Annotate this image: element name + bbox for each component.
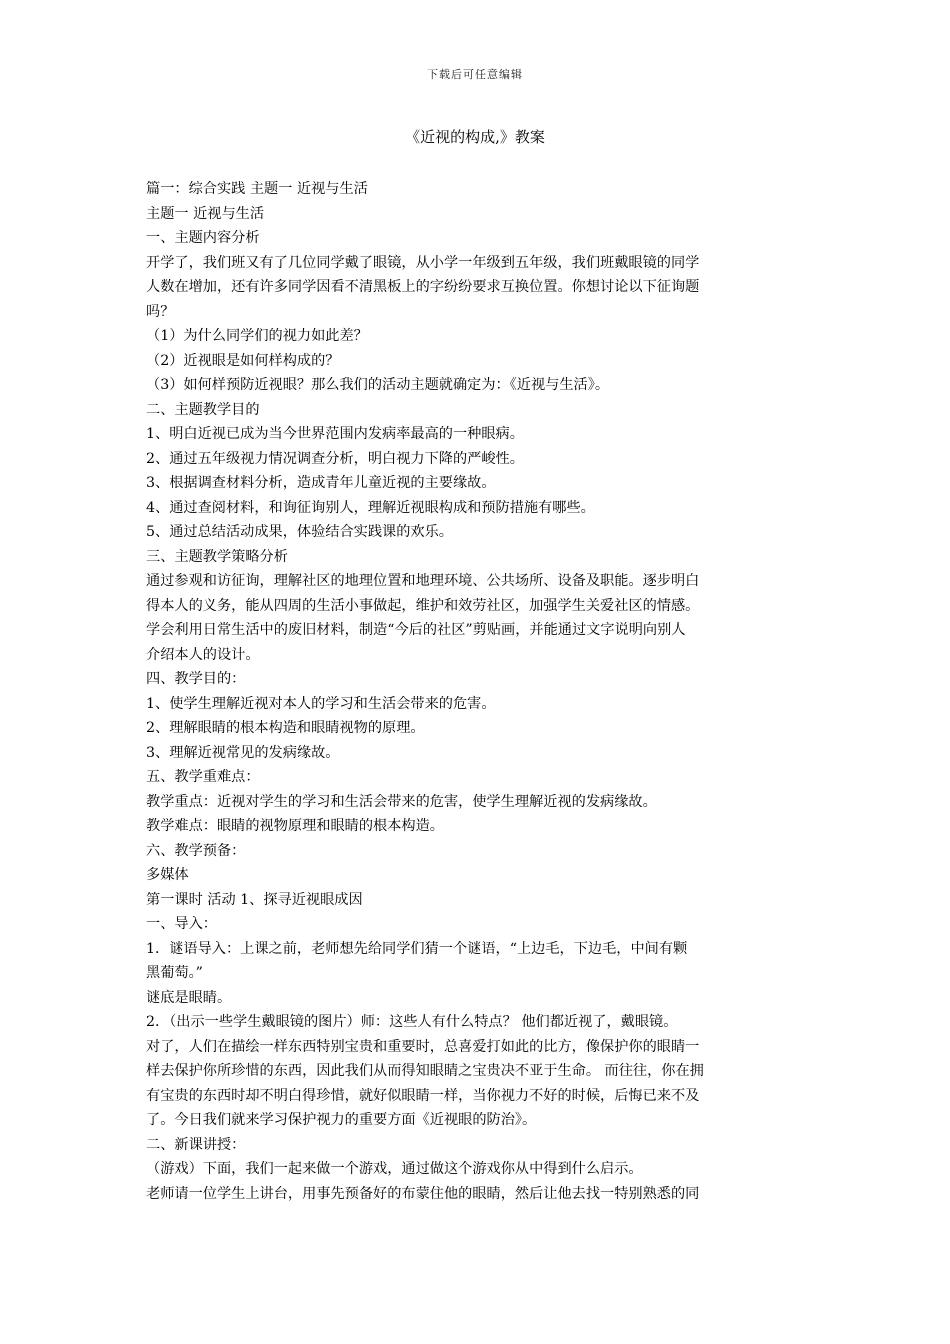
text-line: 一、导入： (146, 916, 217, 932)
text-line: 样去保护你所珍惜的东西，因此我们从而得知眼睛之宝贵决不亚于生命。 而往往，你在拥 (146, 1063, 704, 1079)
text-line: 3、根据调查材料分析，造成青年儿童近视的主要缘故。 (146, 475, 496, 491)
document-body (146, 177, 814, 1206)
text-line: 1．谜语导入：上课之前，老师想先给同学们猜一个谜语，“上边毛，下边毛，中间有颗 (146, 940, 688, 957)
text-line: 2、通过五年级视力情况调查分析，明白视力下降的严峻性。 (146, 450, 524, 467)
text-line: 五、教学重难点： (146, 769, 260, 785)
text-line: 教学重点：近视对学生的学习和生活会带来的危害，使学生理解近视的发病缘故。 (146, 793, 657, 810)
text-line: 开学了，我们班又有了几位同学戴了眼镜，从小学一年级到五年级，我们班戴眼镜的同学 (146, 254, 700, 271)
text-line: 了。今日我们就来学习保护视力的重要方面《近视眼的防治》。 (146, 1112, 537, 1128)
text-line: 2．（出示一些学生戴眼镜的图片）师：这些人有什么特点？ 他们都近视了，戴眼镜。 (146, 1014, 678, 1030)
text-line: 主题一 近视与生活 (146, 205, 265, 222)
text-line: 1、使学生理解近视对本人的学习和生活会带来的危害。 (146, 695, 496, 712)
text-line: 二、主题教学目的 (146, 401, 260, 418)
header-note: 下载后可任意编辑 (427, 68, 523, 81)
text-line: 吗？ (146, 303, 175, 320)
text-line: 3、理解近视常见的发病缘故。 (146, 744, 340, 761)
text-line: 5、通过总结活动成果，体验结合实践课的欢乐。 (146, 524, 453, 540)
text-line: 四、教学目的： (146, 671, 246, 687)
text-line: （3）如何样预防近视眼？那么我们的活动主题就确定为：《近视与生活》。 (146, 377, 610, 393)
text-line: 有宝贵的东西时却不明白得珍惜，就好似眼睛一样，当你视力不好的时候，后悔已来不及 (146, 1087, 700, 1104)
text-line: 介绍本人的设计。 (146, 646, 260, 663)
text-line: 谜底是眼睛。 (146, 989, 232, 1006)
text-line: 多媒体 (146, 867, 189, 883)
text-line: （2）近视眼是如何样构成的？ (146, 352, 340, 369)
text-line: 对了，人们在描绘一样东西特别宝贵和重要时，总喜爱打如此的比方，像保护你的眼睛一 (146, 1038, 700, 1055)
text-line: 4、通过查阅材料，和询征询别人，理解近视眼构成和预防措施有哪些。 (146, 499, 595, 516)
text-line: （游戏）下面，我们一起来做一个游戏，通过做这个游戏你从中得到什么启示。 (146, 1161, 643, 1177)
text-line: 黑葡萄。” (146, 965, 203, 981)
text-line: 老师请一位学生上讲台，用事先预备好的布蒙住他的眼睛，然后让他去找一特别熟悉的同 (146, 1185, 700, 1202)
text-line: 一、主题内容分析 (146, 230, 260, 246)
text-line: 1、明白近视已成为当今世界范围内发病率最高的一种眼病。 (146, 426, 524, 442)
text-line: 第一课时 活动 1、探寻近视眼成因 (146, 891, 363, 908)
text-line: 人数在增加，还有许多同学因看不清黑板上的字纷纷要求互换位置。你想讨论以下征询题 (146, 279, 700, 295)
document-title: 《近视的构成,》教案 (405, 128, 545, 146)
text-line: 三、主题教学策略分析 (146, 548, 288, 565)
text-line: 得本人的义务，能从四周的生活小事做起，维护和效劳社区，加强学生关爱社区的情感。 (146, 597, 700, 614)
text-line: 2、理解眼睛的根本构造和眼睛视物的原理。 (146, 720, 425, 736)
text-line: （1）为什么同学们的视力如此差？ (146, 328, 368, 344)
text-line: 二、新课讲授： (146, 1136, 246, 1153)
text-line: 教学难点：眼睛的视物原理和眼睛的根本构造。 (146, 818, 444, 834)
text-line: 学会利用日常生活中的废旧材料，制造“今后的社区”剪贴画，并能通过文字说明向别人 (146, 622, 686, 638)
text-line: 篇一：综合实践 主题一 近视与生活 (146, 181, 368, 197)
text-line: 通过参观和访征询，理解社区的地理位置和地理环境、公共场所、设备及职能。逐步明白 (146, 573, 700, 589)
text-line: 六、教学预备： (146, 842, 246, 859)
